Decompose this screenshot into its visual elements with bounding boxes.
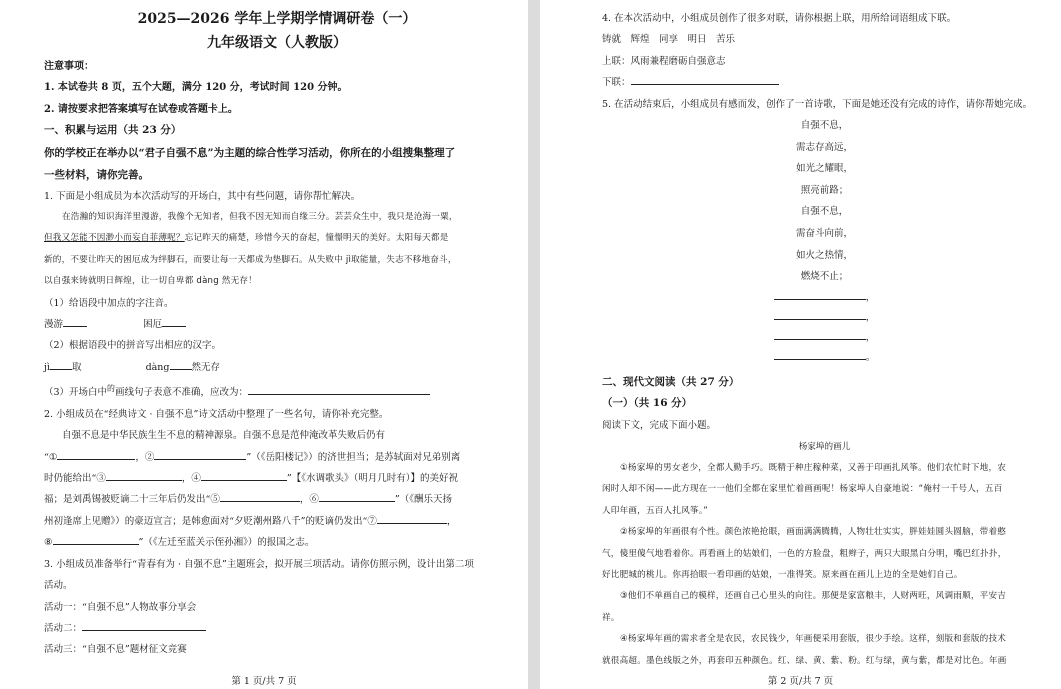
answer-blank-manyou[interactable] bbox=[63, 316, 87, 327]
page-2 bbox=[540, 0, 1061, 689]
answer-blank-dang[interactable] bbox=[170, 359, 192, 370]
notice-item-2: 2. 请按要求把答案填写在试卷或答题卡上。 bbox=[44, 103, 238, 115]
article-line: 气，傻里傻气地看着你。再看画上的姑娘们，一色的方脸盘，粗辫子，两只大眼黑白分明，嘴巴红扑扑， bbox=[602, 548, 1007, 559]
poem-blank-1-punct: ， bbox=[865, 291, 876, 303]
question-5: 5. 在活动结束后，小组成员有感而发，创作了一首诗歌，下面是她还没有完成的诗作，请你帮她完成。 bbox=[602, 98, 1033, 110]
comma: ， bbox=[446, 515, 457, 527]
blank-label-1: “① bbox=[44, 451, 58, 463]
answer-blank-ji[interactable] bbox=[50, 359, 72, 370]
article-line: 祥。 bbox=[602, 612, 620, 623]
poem-blank-3-punct: ， bbox=[865, 331, 876, 343]
answer-blank-3[interactable] bbox=[106, 470, 182, 481]
answer-blank-activity-2[interactable] bbox=[82, 620, 206, 631]
poem-blank-3 bbox=[602, 328, 1047, 348]
reading-intro: 阅读下文，完成下面小题。 bbox=[602, 419, 717, 431]
answer-blank-poem-1[interactable] bbox=[774, 289, 866, 300]
question-1-1-answers bbox=[44, 314, 510, 335]
activity-2 bbox=[44, 618, 510, 639]
article-line: ①杨家埠的男女老少，全都人勤手巧。既精于种庄稼种菜，又善于印画扎风筝。他们农忙时下地，农 bbox=[620, 463, 1007, 473]
article-line: ②杨家埠的年画很有个性。颜色浓艳抢眼，画面满满腾腾，人物壮壮实实，胖娃娃圆头圆脑，带着憨 bbox=[620, 527, 1007, 538]
answer-blank-8[interactable] bbox=[53, 534, 139, 545]
notice-title: 注意事项： bbox=[44, 61, 94, 72]
answer-blank-4[interactable] bbox=[201, 470, 287, 481]
rest-ranwucun: 然无存 bbox=[191, 361, 221, 373]
underlined-sentence: 但我又怎能不因渺小而妄自菲薄呢？ bbox=[44, 233, 185, 244]
poem-line: 自强不息， bbox=[800, 206, 849, 218]
page-2-footer: 第 2 页/共 7 页 bbox=[767, 676, 834, 687]
question-2-line-4-rest: ”（《酬乐天扬 bbox=[394, 494, 452, 506]
activity-2-label: 活动二： bbox=[44, 622, 83, 634]
question-2-line-3 bbox=[44, 468, 510, 489]
intro-line-2: 一些材料，请你完善。 bbox=[44, 168, 149, 181]
poem-line: 如火之热情， bbox=[795, 249, 853, 261]
notice-item-1: 1. 本试卷共 8 页，五个大题，满分 120 分，考试时间 120 分钟。 bbox=[44, 82, 348, 94]
section-1-heading: 一、积累与运用（共 23 分） bbox=[44, 124, 182, 137]
question-2-line-6-rest: ”（《左迁至蓝关示侄孙湘》）的报国之志。 bbox=[138, 537, 315, 549]
activity-1: 活动一：“自强不息”人物故事分享会 bbox=[44, 601, 197, 613]
blank-label-2: ，② bbox=[135, 451, 155, 463]
blank-label-5: 福；是刘禹锡被贬谪二十三年后仍发出“⑤ bbox=[44, 494, 220, 506]
intro-line-1: 你的学校正在举办以“君子自强不息”为主题的综合性学习活动，你所在的小组搜集整理了 bbox=[44, 146, 456, 159]
answer-blank-5[interactable] bbox=[220, 491, 300, 502]
poem-blank-4 bbox=[602, 348, 1047, 368]
question-1-3-part-c: 画线句子表意不准确，应改为： bbox=[114, 387, 248, 399]
question-3: 3. 小组成员准备举行“青春有为 · 自强不息”主题班会，拟开展三项活动。请你仿照示例，设计出第二项 bbox=[44, 558, 474, 570]
question-1: 1. 下面是小组成员为本次活动写的开场白，其中有些问题，请你帮忙解决。 bbox=[44, 190, 361, 202]
passage-line-2 bbox=[44, 228, 510, 249]
question-2: 2. 小组成员在“经典诗文 · 自强不息”诗文活动中整理了一些名句，请你补充完整。 bbox=[44, 408, 389, 420]
poem-blank-2 bbox=[602, 308, 1047, 328]
question-4: 4. 在本次活动中，小组成员创作了很多对联，请你根据上联，用所给词语组成下联。 bbox=[602, 13, 957, 24]
question-1-3-part-a: （3）开场白中 bbox=[44, 387, 108, 399]
char-qu: 取 bbox=[71, 361, 82, 373]
word-manyou: 漫游 bbox=[44, 319, 64, 331]
article-title: 杨家埠的画儿 bbox=[798, 442, 851, 452]
answer-blank-kune[interactable] bbox=[162, 316, 186, 327]
poem-blank-2-punct: ， bbox=[865, 311, 876, 323]
article-line: 就很高超。墨色线版之外，再套印五种颜色。红、绿、黄、紫、粉。红与绿，黄与紫，都是对比色。年画 bbox=[602, 655, 1007, 666]
article-line: 闲时人却不闲——此方现在一一他们全都在家里忙着画画呢！杨家埠人自豪地说：“俺村一千号人，五百 bbox=[602, 484, 1003, 495]
subsection-1-heading: （一）（共 16 分） bbox=[602, 397, 693, 410]
answer-blank-2[interactable] bbox=[154, 449, 246, 460]
couplet-lower bbox=[602, 72, 1047, 93]
blank-label-6: ，⑥ bbox=[299, 494, 319, 506]
question-2-line-4 bbox=[44, 489, 510, 510]
question-2-line-2 bbox=[44, 447, 510, 468]
question-2-line-2-rest: ”（《岳阳楼记》）的济世担当；是苏轼面对兄弟别离 bbox=[246, 451, 461, 463]
passage-line-3: 新的，不要让昨天的困厄成为绊脚石，而要让每一天都成为垫脚石。从失败中 jì取能量，失志不移地奋斗， bbox=[44, 254, 457, 265]
exam-title: 2025—2026 学年上学期学情调研卷（一） bbox=[137, 11, 417, 27]
page-1-footer: 第 1 页/共 7 页 bbox=[231, 676, 297, 687]
answer-blank-poem-4[interactable] bbox=[774, 349, 866, 360]
poem-line: 照亮前路； bbox=[800, 184, 849, 196]
question-3-cont: 活动。 bbox=[44, 580, 73, 592]
blank-label-7: 州初逢席上见赠》）的豪迈宣言；是韩愈面对“夕贬潮州路八千”的贬谪仍发出“⑦ bbox=[44, 515, 377, 527]
blank-label-8: ⑧ bbox=[44, 537, 53, 549]
poem-blank-4-punct: 。 bbox=[865, 351, 876, 363]
question-1-3 bbox=[44, 378, 510, 404]
poem-line: 自强不息， bbox=[800, 120, 849, 132]
question-2-line-6 bbox=[44, 532, 510, 553]
question-1-2-answers bbox=[44, 357, 510, 378]
blank-label-4: ，④ bbox=[181, 473, 201, 485]
passage-line-2-rest: 忘记昨天的痛楚，珍惜今天的奋起，憧憬明天的美好。太阳每天都是 bbox=[184, 233, 449, 244]
poem-blank-1 bbox=[602, 288, 1047, 308]
answer-blank-1[interactable] bbox=[57, 449, 135, 460]
pinyin-dang: dàng bbox=[145, 361, 170, 373]
poem-line: 需志存高远， bbox=[795, 141, 853, 153]
blank-label-3: 时仍能给出“③ bbox=[44, 473, 106, 485]
section-2-heading: 二、现代文阅读（共 27 分） bbox=[602, 375, 740, 388]
question-1-3-part-b: 的 bbox=[107, 384, 115, 394]
article-line: 好比肥城的桃儿。你再拾眼一看印画的姑娘，一准得笑。原来画在画儿上边的全是她们自己。 bbox=[602, 570, 963, 581]
passage-line-4: 以自强来铸就明日辉煌，让一切自卑都 dàng 然无存！ bbox=[44, 276, 257, 287]
answer-blank-6[interactable] bbox=[319, 491, 395, 502]
answer-blank-rewrite[interactable] bbox=[248, 384, 430, 395]
poem bbox=[602, 115, 1047, 288]
poem-line: 如光之耀眼， bbox=[795, 163, 853, 175]
question-2-line-1: 自强不息是中华民族生生不息的精神源泉。自强不息是范仲淹改革失败后仍有 bbox=[62, 430, 386, 442]
pinyin-ji: jì bbox=[44, 361, 50, 373]
question-4-words: 铸就 辉煌 同享 明日 苦乐 bbox=[602, 34, 736, 46]
passage-line-1: 在浩瀚的知识海洋里漫游，我像个无知者，但我不因无知而自缘三分。芸芸众生中，我只是沧海一粟， bbox=[62, 212, 458, 223]
exam-subtitle: 九年级语文（人教版） bbox=[207, 35, 347, 51]
page-gap bbox=[528, 0, 540, 689]
answer-blank-7[interactable] bbox=[377, 513, 447, 524]
poem-line: 需奋斗向前， bbox=[795, 228, 853, 239]
couplet-lower-label: 下联： bbox=[602, 77, 631, 89]
article-line: ③他们不单画自己的模样，还画自己心里头的向往。那便是家富粮丰，人财两旺，风调雨顺，平安吉 bbox=[620, 591, 1007, 602]
page-1 bbox=[0, 0, 528, 689]
question-1-2: （2）根据语段中的拼音写出相应的汉字。 bbox=[44, 340, 222, 352]
couplet-upper: 上联：风雨兼程磨砺自强意志 bbox=[602, 55, 726, 67]
activity-3: 活动三：“自强不息”题材征文竞赛 bbox=[44, 644, 187, 656]
answer-blank-poem-2[interactable] bbox=[774, 309, 866, 320]
answer-blank-poem-3[interactable] bbox=[774, 329, 866, 340]
word-kune: 困厄 bbox=[143, 319, 163, 331]
article-line: 人印年画，五百人扎风筝。” bbox=[602, 505, 708, 516]
article-line: ④杨家埠年画的需求者全是农民，农民钱少，年画便采用套版，很少手绘。这样，刻版和套版的技术 bbox=[620, 634, 1007, 645]
question-1-1: （1）给语段中加点的字注音。 bbox=[44, 297, 174, 309]
question-2-line-3-rest: ”【《水调歌头》（明月几时有）】的美好祝 bbox=[286, 473, 458, 485]
answer-blank-couplet[interactable] bbox=[631, 74, 779, 85]
question-2-line-5 bbox=[44, 511, 510, 532]
poem-line: 燃烧不止； bbox=[800, 271, 849, 283]
